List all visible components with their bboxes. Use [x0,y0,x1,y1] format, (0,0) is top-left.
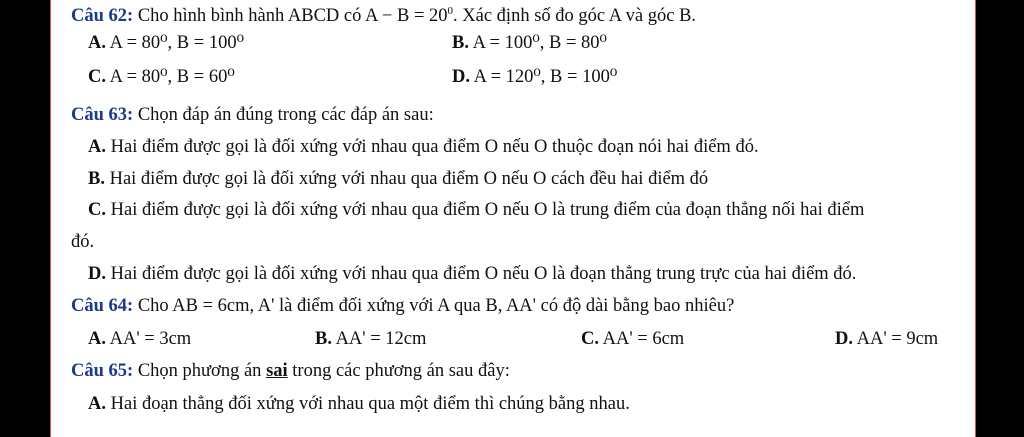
option-63-c-continued: đó. [71,232,95,252]
question-text: Chọn đáp án đúng trong các đáp án sau: [133,105,434,125]
degree-sup: 0 [447,5,454,17]
option-63-d [88,263,975,285]
option-text: AA' = 6cm [599,329,685,349]
option-text: AA' = 3cm [106,329,192,349]
option-text: AA' = 9cm [853,329,939,349]
option-key: C. [88,67,106,87]
option-64-d [835,328,938,350]
question-65 [71,360,510,382]
option-65-a [88,393,630,415]
option-63-b [88,168,708,190]
option-text: Hai đoạn thẳng đối xứng với nhau qua một điểm thì chúng bằng nhau. [106,394,630,414]
option-63-a [88,136,759,158]
question-62 [71,0,696,27]
option-text: A = 100⁰, B = 80⁰ [468,33,607,53]
option-64-a [88,328,191,350]
question-text: Cho AB = 6cm, A' là điểm đối xứng với A qua B, AA' có độ dài bằng bao nhiêu? [133,296,735,316]
option-key: C. [88,200,106,220]
question-text-before: Chọn phương án [133,361,267,381]
option-text: A = 120⁰, B = 100⁰ [470,67,618,87]
option-text: Hai điểm được gọi là đối xứng với nhau qua điểm O nếu O thuộc đoạn nói hai điểm đó. [106,137,759,157]
question-63 [71,104,434,126]
document-page [50,0,976,437]
option-key: A. [88,394,106,414]
question-text-after: trong các phương án sau đây: [287,361,510,381]
option-63-c [88,199,975,221]
option-text: AA' = 12cm [331,329,427,349]
option-key: A. [88,33,106,53]
option-62-c [88,66,235,88]
option-text: Hai điểm được gọi là đối xứng với nhau qua điểm O nếu O là đoạn thẳng trung trực của hai điểm đó. [106,264,857,284]
option-key: B. [452,33,469,53]
option-64-b [315,328,426,350]
option-key: D. [835,329,853,349]
question-text: Cho hình bình hành ABCD có A − B = 20 [133,6,448,27]
option-text: A = 80⁰, B = 100⁰ [106,33,244,53]
emphasis-word: sai [266,361,288,381]
option-64-c [581,328,684,350]
option-key: B. [88,169,105,189]
option-key: A. [88,137,106,157]
option-62-b [452,32,607,54]
question-text-rest: . Xác định số đo góc A và góc B. [453,6,697,27]
option-text: Hai điểm được gọi là đối xứng với nhau qua điểm O nếu O cách đều hai điểm đó [104,169,709,189]
option-key: A. [88,329,106,349]
option-62-a [88,32,244,54]
option-key: D. [452,67,470,87]
option-62-d [452,66,617,88]
question-label: Câu 64: [71,296,134,316]
option-key: B. [315,329,332,349]
question-64 [71,295,734,317]
option-text: Hai điểm được gọi là đối xứng với nhau qua điểm O nếu O là trung điểm của đoạn thẳng nối hai điểm [106,200,865,220]
option-text: A = 80⁰, B = 60⁰ [106,67,235,87]
option-key: D. [88,264,106,284]
question-label: Câu 63: [71,105,134,125]
question-label: Câu 62: [71,6,134,27]
option-key: C. [581,329,599,349]
question-label: Câu 65: [71,361,134,381]
